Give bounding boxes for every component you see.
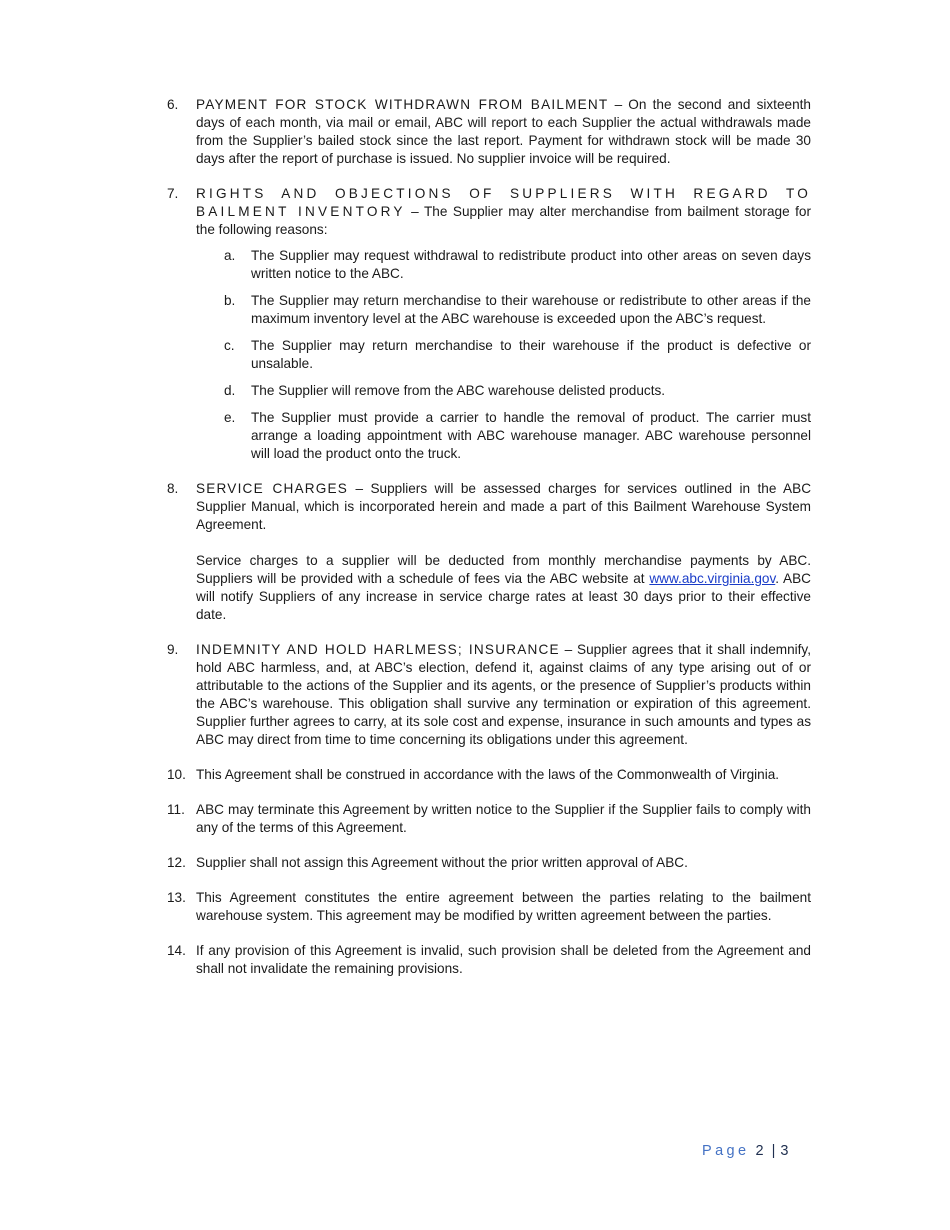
clause-paragraph [196, 641, 811, 749]
sub-item-a [196, 247, 811, 283]
clause-heading: SERVICE CHARGES [196, 481, 349, 496]
clause-13 [167, 889, 811, 925]
clause-9 [167, 641, 811, 749]
sub-item-letter: e. [224, 410, 236, 425]
clause-paragraph [196, 185, 811, 239]
page-footer [702, 1141, 789, 1161]
clause-number: 9. [167, 642, 179, 657]
clause-heading: RIGHTS AND OBJECTIONS OF SUPPLIERS WITH REGARD TO BAILMENT INVENTORY [196, 186, 811, 219]
clause-text: This Agreement constitutes the entire agreement between the parties relating to the bailment warehouse system. This agreement may be modified by written agreement between the parties. [196, 890, 811, 923]
sub-item-text: The Supplier may return merchandise to their warehouse if the product is defective or unsalable. [251, 338, 811, 371]
sub-list [196, 247, 811, 463]
sub-item-letter: c. [224, 338, 235, 353]
clause-text: . ABC will notify Suppliers of any increase in service charge rates at least 30 days prior to their effective date. [196, 571, 811, 622]
clause-heading: PAYMENT FOR STOCK WITHDRAWN FROM BAILMENT [196, 97, 609, 112]
sub-item-d [196, 382, 811, 400]
sub-item-letter: a. [224, 248, 236, 263]
clause-text: – Supplier agrees that it shall indemnify, hold ABC harmless, and, at ABC’s election, defend it, against claims of any type arising out of or attributable to the actions of the Supplier and its agents, or the presence of Supplier’s products within the ABC’s warehouse. This obligation shall survive any termination or expiration of this agreement. Supplier further agrees to carry, at its sole cost and expense, insurance in such amounts and types as ABC may direct from time to time concerning its obligations under this agreement. [196, 642, 811, 747]
clause-text: – On the second and sixteenth days of each month, via mail or email, ABC will report to each Supplier the actual withdrawals made from the Supplier’s bailed stock since the last report. Payment for withdrawn stock will be made 30 days after the report of purchase is issued. No supplier invoice will be required. [196, 97, 811, 166]
page-number: 2 [755, 1143, 764, 1159]
clause-text: – The Supplier may alter merchandise from bailment storage for the following reasons: [196, 204, 811, 237]
clause-8 [167, 480, 811, 624]
clause-text: This Agreement shall be construed in accordance with the laws of the Commonwealth of Virginia. [196, 767, 780, 782]
sub-item-letter: b. [224, 293, 236, 308]
clause-paragraph [196, 480, 811, 534]
clause-number: 10. [167, 767, 186, 782]
clause-number: 7. [167, 186, 179, 201]
clause-10 [167, 766, 811, 784]
clause-11 [167, 801, 811, 837]
clause-14 [167, 942, 811, 978]
clause-text: Supplier shall not assign this Agreement without the prior written approval of ABC. [196, 855, 688, 870]
clause-number: 11. [167, 802, 185, 817]
sub-item-text: The Supplier may return merchandise to their warehouse or redistribute to other areas if the maximum inventory level at the ABC warehouse is exceeded upon the ABC’s request. [251, 293, 811, 326]
clause-paragraph-2 [196, 552, 811, 624]
sub-item-text: The Supplier must provide a carrier to handle the removal of product. The carrier must arrange a loading appointment with ABC warehouse manager. ABC warehouse personnel will load the product onto the truck. [251, 410, 811, 461]
page-separator: | [771, 1143, 776, 1159]
clause-text: Service charges to a supplier will be deducted from monthly merchandise payments by ABC. Suppliers will be provided with a schedule of fees via the ABC website at [196, 553, 811, 586]
clause-number: 13. [167, 890, 186, 905]
clause-12 [167, 854, 811, 872]
clause-number: 12. [167, 855, 186, 870]
clause-text: ABC may terminate this Agreement by written notice to the Supplier if the Supplier fails to comply with any of the terms of this Agreement. [196, 802, 811, 835]
clause-text: If any provision of this Agreement is invalid, such provision shall be deleted from the Agreement and shall not invalidate the remaining provisions. [196, 943, 811, 976]
clause-heading: INDEMNITY AND HOLD HARLMESS; INSURANCE [196, 642, 560, 657]
sub-item-text: The Supplier may request withdrawal to redistribute product into other areas on seven days written notice to the ABC. [251, 248, 811, 281]
clause-number: 8. [167, 481, 179, 496]
clause-6 [167, 96, 811, 168]
sub-item-text: The Supplier will remove from the ABC warehouse delisted products. [251, 383, 666, 398]
sub-item-letter: d. [224, 383, 236, 398]
clause-7 [167, 185, 811, 463]
sub-item-c [196, 337, 811, 373]
clause-paragraph [196, 96, 811, 168]
clause-text: – Suppliers will be assessed charges for services outlined in the ABC Supplier Manual, which is incorporated herein and made a part of this Bailment Warehouse System Agreement. [196, 481, 812, 532]
clause-number: 6. [167, 97, 179, 112]
agreement-body [167, 96, 811, 978]
clause-number: 14. [167, 943, 186, 958]
page-label: Page [702, 1143, 750, 1159]
sub-item-e [196, 409, 811, 463]
abc-website-link[interactable]: www.abc.virginia.gov [649, 571, 776, 586]
sub-item-b [196, 292, 811, 328]
page-total: 3 [780, 1143, 789, 1159]
